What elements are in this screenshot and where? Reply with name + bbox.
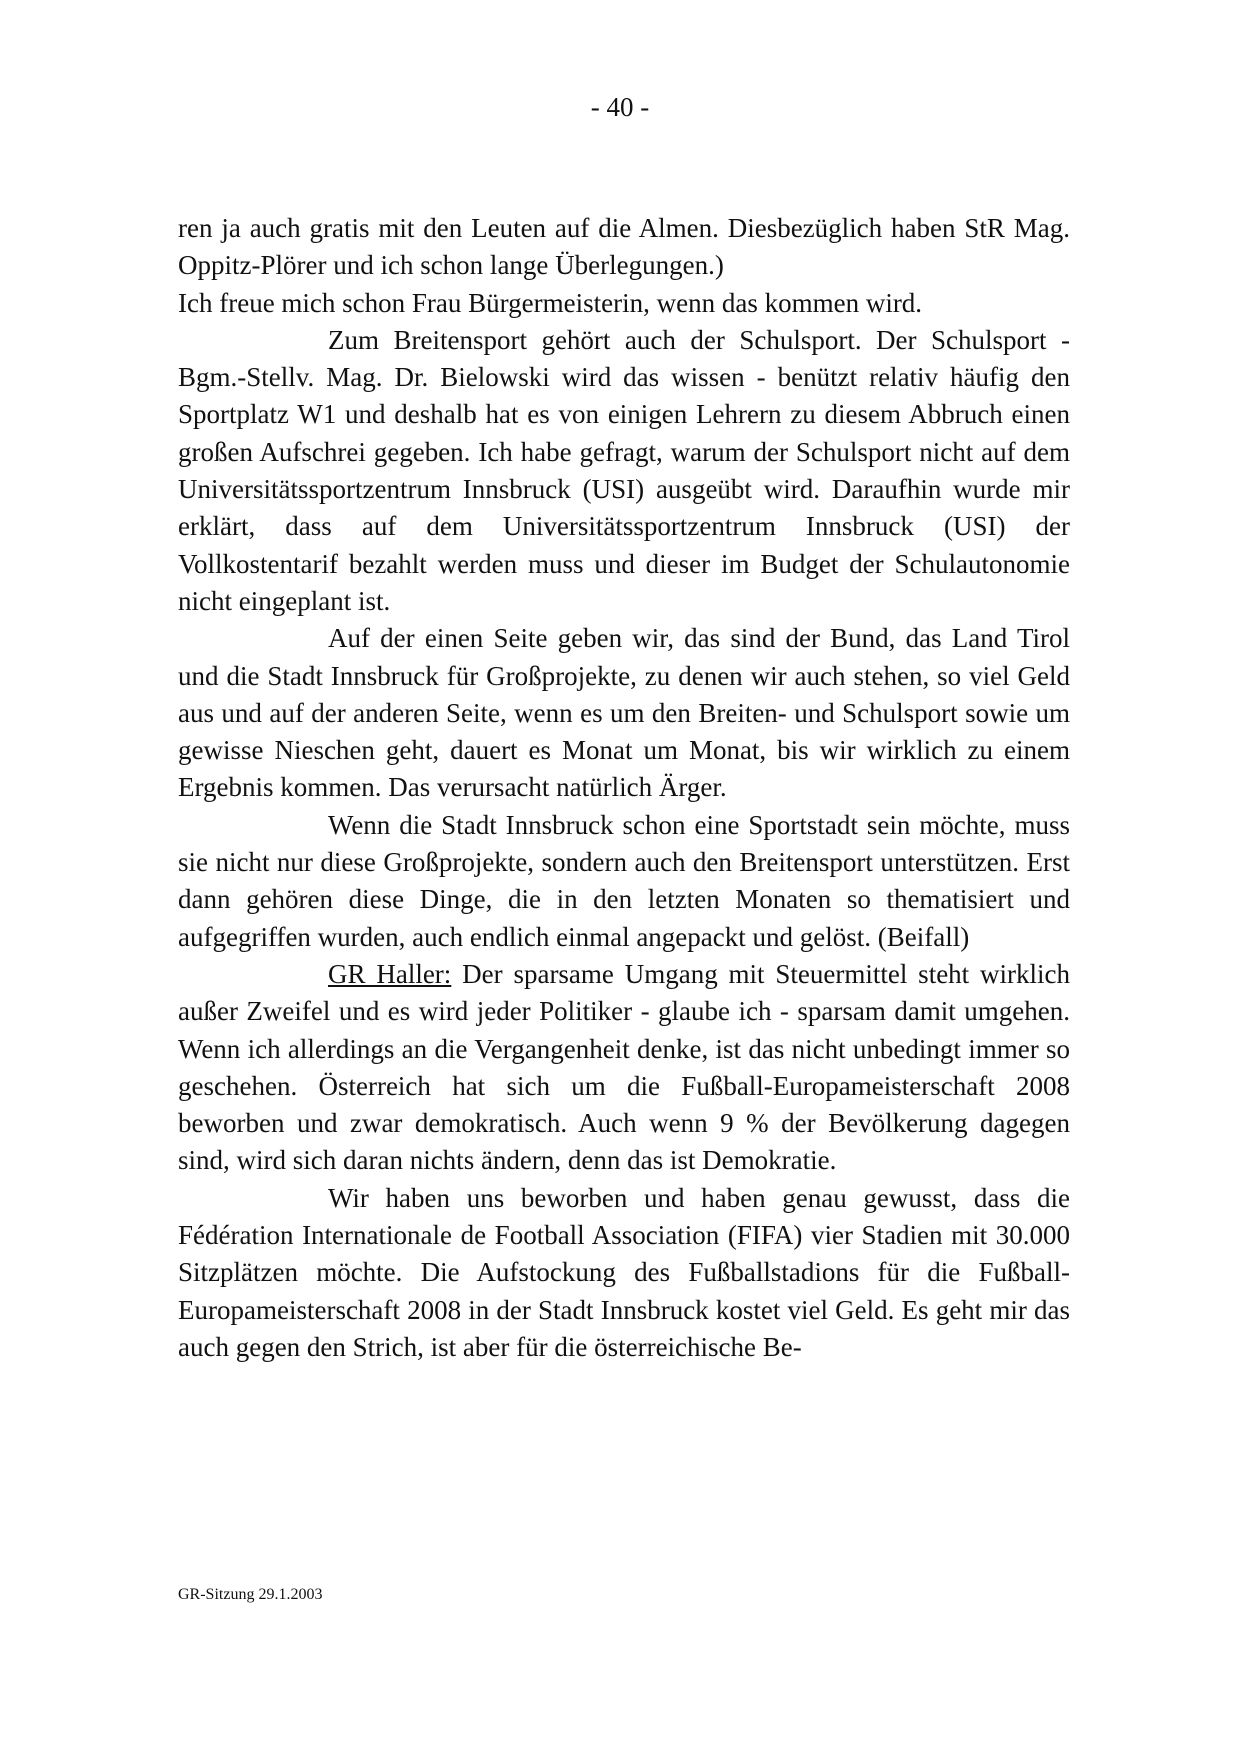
paragraph-6 [178, 956, 1070, 1180]
page-number: - 40 - [590, 92, 650, 122]
paragraph-1: ren ja auch gratis mit den Leuten auf die Almen. Diesbezüglich haben StR Mag. Oppitz-Plörer und ich schon lange Überlegungen.) [178, 213, 1070, 281]
paragraph-2: Ich freue mich schon Frau Bürgermeisterin, wenn das kommen wird. [178, 287, 923, 318]
speaker-name: GR Haller: [328, 958, 452, 989]
footer-session-date: GR-Sitzung 29.1.2003 [178, 1586, 323, 1603]
paragraph-5: Wenn die Stadt Innsbruck schon eine Sportstadt sein möchte, muss sie nicht nur diese Großprojekte, sondern auch den Breitensport unterstützen. Erst dann gehören diese Dinge, die in den letzten Monaten so thematisiert und aufgegriffen wurden, auch endlich einmal angepackt und gelöst. (Beifall) [178, 809, 1070, 952]
paragraph-6-text: Der sparsame Umgang mit Steuermittel steht wirklich außer Zweifel und es wird jeder Politiker - glaube ich - sparsam damit umgehen. Wenn ich allerdings an die Vergangenheit denke, ist das nicht unbedingt immer so geschehen. Österreich hat sich um die Fußball-Europameisterschaft 2008 beworben und zwar demokratisch. Auch wenn 9 % der Bevölkerung dagegen sind, wird sich daran nichts ändern, denn das ist Demokratie. [178, 958, 1070, 1176]
paragraph-4: Auf der einen Seite geben wir, das sind der Bund, das Land Tirol und die Stadt Innsbruck für Großprojekte, zu denen wir auch stehen, so viel Geld aus und auf der anderen Seite, wenn es um den Breiten- und Schulsport sowie um gewisse Nieschen geht, dauert es Monat um Monat, bis wir wirklich zu einem Ergebnis kommen. Das verursacht natürlich Ärger. [178, 623, 1070, 803]
paragraph-3: Zum Breitensport gehört auch der Schulsport. Der Schulsport - Bgm.-Stellv. Mag. Dr. Bielowski wird das wissen - benützt relativ häufig den Sportplatz W1 und deshalb hat es von einigen Lehrern zu diesem Abbruch einen großen Aufschrei gegeben. Ich habe gefragt, warum der Schulsport nicht auf dem Universitätssportzentrum Innsbruck (USI) ausgeübt wird. Daraufhin wurde mir erklärt, dass auf dem Universitätssportzentrum Innsbruck (USI) der Vollkostentarif bezahlt werden muss und dieser im Budget der Schulautonomie nicht eingeplant ist. [178, 324, 1070, 616]
paragraph-7: Wir haben uns beworben und haben genau gewusst, dass die Fédération Internationale de Football Association (FIFA) vier Stadien mit 30.000 Sitzplätzen möchte. Die Aufstockung des Fußballstadions für die Fußball-Europameisterschaft 2008 in der Stadt Innsbruck kostet viel Geld. Es geht mir das auch gegen den Strich, ist aber für die österreichische Be- [178, 1182, 1070, 1362]
document-body [178, 210, 1070, 1366]
